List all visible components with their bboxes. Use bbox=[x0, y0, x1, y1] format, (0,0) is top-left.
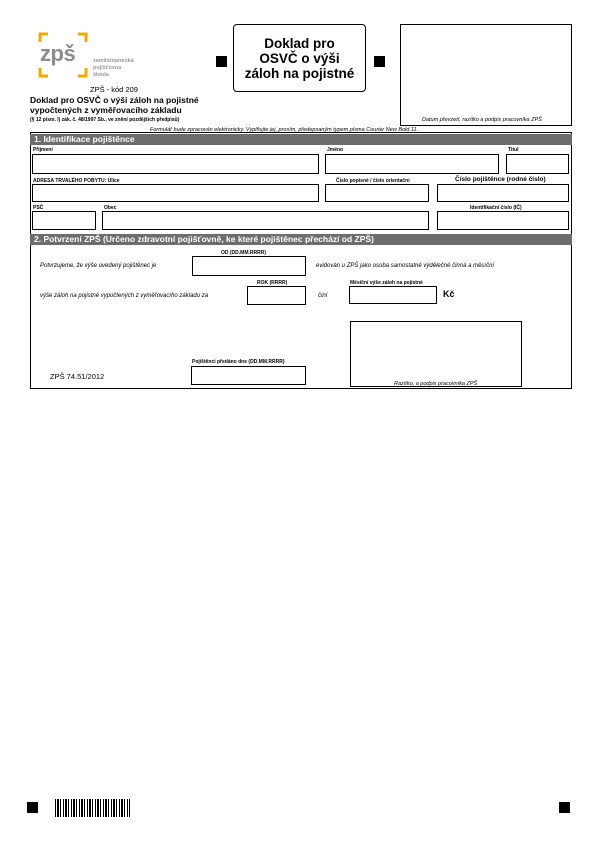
receipt-stamp-caption: Datum převzetí, razítko a podpis pracovníka ZPŠ bbox=[422, 117, 542, 123]
section-1-header: 1. Identifikace pojištěnce bbox=[30, 134, 572, 145]
insurer-code: ZPŠ - kód 209 bbox=[90, 85, 138, 94]
title-box bbox=[233, 24, 366, 92]
year-label: ROK (RRRR) bbox=[257, 280, 288, 286]
street-field[interactable] bbox=[32, 184, 319, 202]
registration-mark bbox=[559, 802, 570, 813]
confirmation-text-start: Potvrzujeme, že výše uvedený pojištěnec je bbox=[40, 263, 157, 269]
fill-instruction: Formulář bude zpracován elektronicky. Vyplňujte jej, prosím, předepsaným typem písma Courier New Bold 11. bbox=[150, 127, 419, 133]
insured-number-field[interactable] bbox=[437, 184, 569, 202]
ic-field[interactable] bbox=[437, 211, 569, 230]
from-date-field[interactable] bbox=[192, 256, 306, 276]
year-text-start: výše záloh na pojistné vypočtených z vyměřovacího základu za bbox=[40, 293, 209, 299]
title-box-text: Doklad pro OSVČ o výši záloh na pojistné bbox=[244, 35, 355, 81]
document-title: Doklad pro OSVČ o výši záloh na pojistné vypočtených z vyměřovacího základu bbox=[30, 95, 199, 115]
degree-field[interactable] bbox=[506, 154, 569, 174]
surname-field[interactable] bbox=[32, 154, 319, 174]
currency-label: Kč bbox=[443, 289, 455, 299]
logo-mark: zpš bbox=[40, 41, 76, 66]
confirmation-text-end: evidován u ZPŠ jako osoba samostatně výdělečné činná a měsíční bbox=[316, 263, 495, 269]
ic-label: Identifikační číslo (IČ) bbox=[470, 205, 522, 211]
handed-date-field[interactable] bbox=[191, 366, 306, 385]
barcode-icon bbox=[55, 799, 130, 817]
logo-name-line: škoda bbox=[93, 72, 109, 78]
first-name-field[interactable] bbox=[325, 154, 499, 174]
monthly-amount-field[interactable] bbox=[349, 286, 437, 304]
zps-stamp-caption: Razítko, a podpis pracovníka ZPŠ bbox=[394, 381, 478, 387]
surname-label: Příjmení bbox=[33, 147, 53, 153]
receipt-stamp-box[interactable] bbox=[400, 24, 572, 126]
registration-mark bbox=[216, 56, 227, 67]
house-number-field[interactable] bbox=[325, 184, 429, 202]
insured-number-label: Číslo pojištěnce (rodné číslo) bbox=[455, 176, 546, 183]
logo-name-line: zaměstnanecká bbox=[93, 58, 134, 64]
postcode-field[interactable] bbox=[32, 211, 96, 230]
zps-stamp-box[interactable] bbox=[350, 321, 522, 387]
section-2-header: 2. Potvrzení ZPŠ (Určeno zdravotní pojišťovně, ke které pojištěnec přechází od ZPŠ) bbox=[30, 234, 572, 245]
year-field[interactable] bbox=[247, 286, 306, 305]
logo-name bbox=[93, 58, 134, 79]
town-label: Obec bbox=[104, 205, 117, 211]
legal-reference: (§ 12 písm. l) zák. č. 48/1997 Sb., ve znění pozdějších předpisů) bbox=[30, 117, 180, 123]
house-number-label: Číslo popisné / číslo orientační bbox=[336, 178, 410, 184]
registration-mark bbox=[374, 56, 385, 67]
logo-name-line: pojišťovna bbox=[93, 65, 122, 71]
handed-date-label: Pojištěnci předáno dne (DD.MM.RRRR) bbox=[192, 359, 285, 365]
from-date-label: OD (DD.MM.RRRR) bbox=[221, 250, 266, 256]
registration-mark bbox=[27, 802, 38, 813]
postcode-label: PSČ bbox=[33, 205, 44, 211]
address-label: ADRESA TRVALÉHO POBYTU: Ulice bbox=[33, 178, 120, 184]
degree-label: Titul bbox=[508, 147, 519, 153]
year-text-end: činí bbox=[318, 293, 328, 299]
monthly-amount-label: Měsíční výše záloh na pojistné bbox=[350, 280, 423, 286]
logo bbox=[36, 30, 90, 80]
first-name-label: Jméno bbox=[327, 147, 344, 153]
form-code: ZPŠ 74.51/2012 bbox=[50, 372, 105, 381]
town-field[interactable] bbox=[102, 211, 429, 230]
